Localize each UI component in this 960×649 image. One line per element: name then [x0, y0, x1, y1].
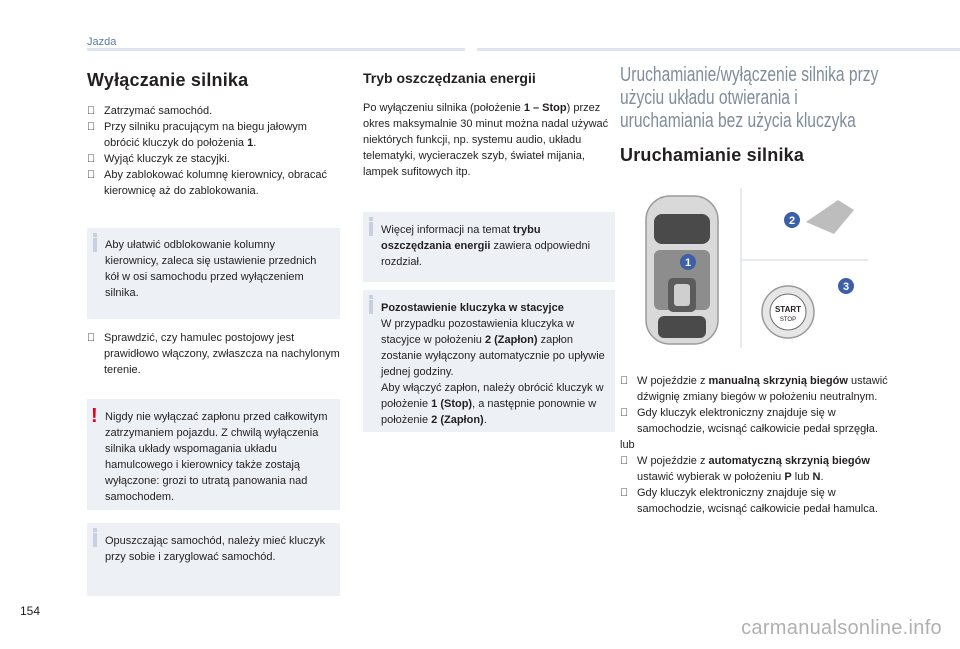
car-top-view-icon — [646, 196, 718, 344]
list-item: Gdy kluczyk elektroniczny znajduje się w samochodzie, wcisnąć całkowicie pedał hamulca. — [620, 485, 895, 517]
check-box-icon — [87, 167, 95, 183]
list-item: W pojeździe z manualną skrzynią biegów ustawić dźwignię zmiany biegów w położeniu neutralnym. — [620, 373, 895, 405]
info-box — [87, 228, 340, 319]
info-box — [363, 212, 615, 282]
check-box-icon — [87, 119, 95, 135]
info-icon-bar — [93, 533, 97, 547]
list-item: Gdy kluczyk elektroniczny znajduje się w samochodzie, wcisnąć całkowicie pedał sprzęgła. — [620, 405, 895, 437]
info-text: Pozostawienie kluczyka w stacyjce W przypadku pozostawienia kluczyka w stacyjce w położeniu 2 (Zapłon) zapłon zostanie wyłączony automatycznie po upływie jednej godziny. Aby włączyć zapłon, należy obrócić kluczyk w położenie 1 (Stop), a następnie ponownie w położenie 2 (Zapłon). — [381, 302, 605, 426]
check-box-icon — [620, 405, 628, 421]
page-number: 154 — [20, 604, 41, 618]
list-item: Aby zablokować kolumnę kierownicy, obracać kierownicę aż do zablokowania. — [87, 167, 340, 199]
section-title: Uruchamianie silnika — [620, 145, 805, 165]
info-icon-bar — [369, 300, 373, 314]
stop-label: STOP — [779, 317, 797, 323]
info-icon — [93, 528, 97, 532]
info-text: Opuszczając samochód, należy mieć kluczyk przy sobie i zaryglować samochód. — [105, 535, 326, 563]
energy-mode-text: Po wyłączeniu silnika (położenie 1 – Stop) przez okres maksymalnie 30 minut można nadal używać niektórych funkcji, np. systemu audio, układu telematyki, wycieraczek szyb, świateł mijania, lampek sufitowych itp. — [363, 102, 609, 178]
info-box — [87, 523, 340, 596]
header-rule-left — [87, 48, 465, 51]
info-box — [363, 290, 615, 432]
info-icon-bar — [369, 222, 373, 236]
check-box-icon — [87, 103, 95, 119]
info-icon — [93, 233, 97, 237]
header-rule-right — [477, 48, 960, 51]
info-icon — [369, 295, 373, 299]
column-right — [620, 64, 895, 165]
info-heading: Pozostawienie kluczyka w stacyjce — [381, 302, 564, 314]
badge-3-label: 3 — [842, 281, 850, 293]
section-title: Tryb oszczędzania energii — [363, 70, 536, 86]
steps-list — [620, 373, 895, 437]
list-item: Wyjąć kluczyk ze stacyjki. — [87, 151, 340, 167]
chapter-title: Uruchamianie/wyłączenie silnika przy użyciu układu otwierania i uruchamiania bez użycia kluczyka — [620, 64, 879, 132]
check-box-icon — [620, 453, 628, 469]
warning-icon: ! — [91, 405, 98, 427]
list-item: Przy silniku pracującym na biegu jałowym obrócić kluczyk do położenia 1. — [87, 119, 340, 151]
list-item: Sprawdzić, czy hamulec postojowy jest prawidłowo włączony, zwłaszcza na nachylonym terenie. — [87, 330, 340, 378]
start-label: START — [774, 305, 802, 314]
check-box-icon — [87, 151, 95, 167]
list-item: W pojeździe z automatyczną skrzynią biegów ustawić wybierak w położeniu P lub N. — [620, 453, 895, 485]
check-box-icon — [87, 330, 95, 346]
or-label: lub — [620, 439, 635, 451]
steps-list — [87, 103, 340, 199]
badge-2-label: 2 — [788, 215, 796, 227]
section-title: Wyłączanie silnika — [87, 70, 249, 90]
column-middle — [363, 66, 615, 180]
info-icon — [369, 217, 373, 221]
warning-text: Nigdy nie wyłączać zapłonu przed całkowitym zatrzymaniem pojazdu. Z chwilą wyłączenia silnika układy wspomagania układu hamulcowego i kierownicy także zostają wyłączone: grozi to utratą panowania nad samochodem. — [105, 411, 328, 503]
start-illustration — [628, 188, 868, 348]
warning-box — [87, 399, 340, 510]
start-steps — [620, 373, 895, 517]
info-text: Aby ułatwić odblokowanie kolumny kierownicy, zaleca się ustawienie przednich kół w osi samochodu przed wyłączeniem silnika. — [105, 239, 317, 299]
check-box-icon — [620, 373, 628, 389]
check-box-icon — [620, 485, 628, 501]
parking-brake-step — [87, 330, 340, 378]
info-text: Więcej informacji na temat trybu oszczędzania energii zawiera odpowiedni rozdział. — [381, 224, 591, 268]
badge-1-label: 1 — [684, 257, 692, 269]
column-left — [87, 66, 340, 199]
list-item: Zatrzymać samochód. — [87, 103, 340, 119]
section-label: Jazda — [87, 36, 117, 48]
info-icon-bar — [93, 238, 97, 252]
car-diagram — [628, 188, 868, 348]
watermark: carmanualsonline.info — [741, 617, 942, 639]
steps-list — [620, 453, 895, 517]
